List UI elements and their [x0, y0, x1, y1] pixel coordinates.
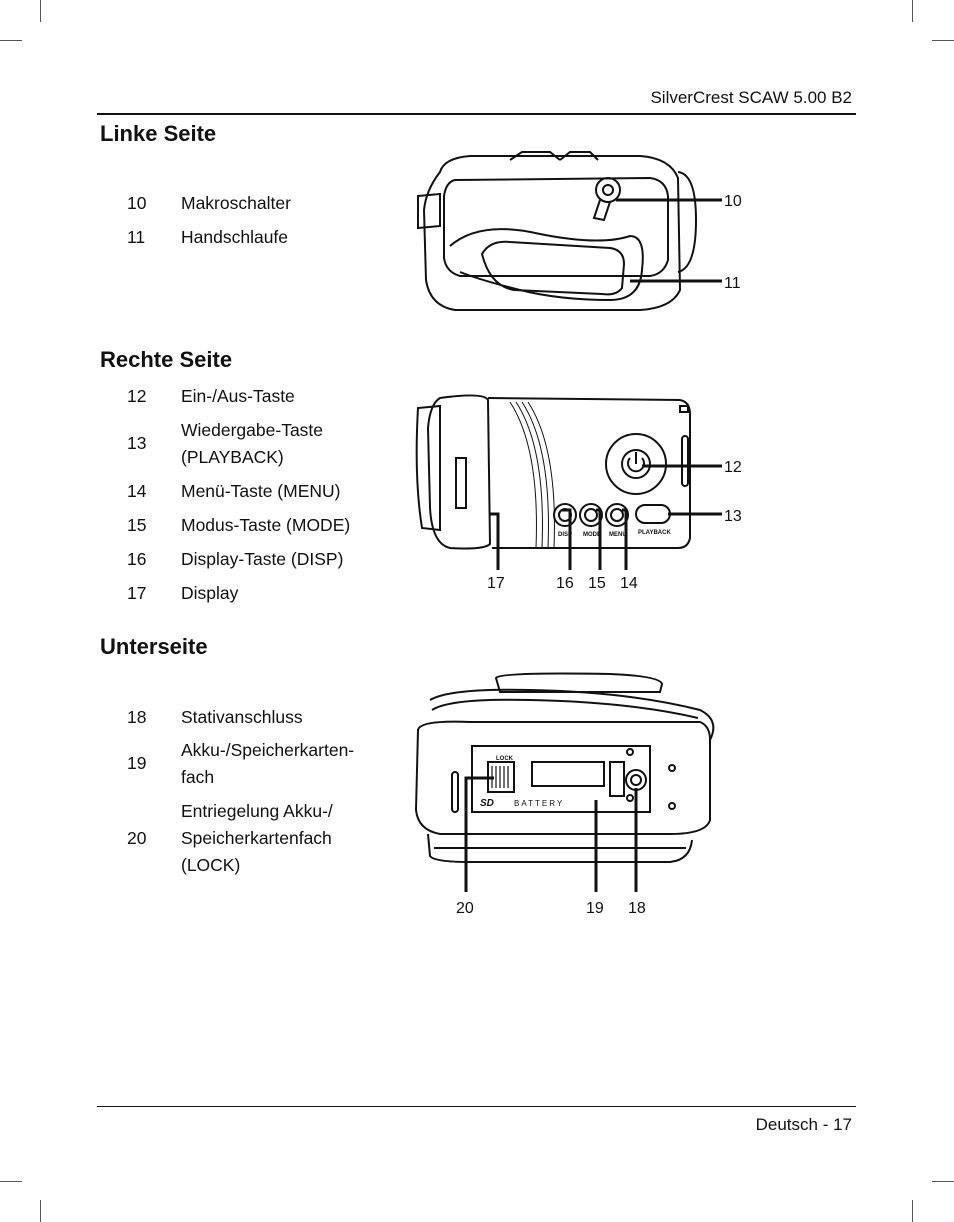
section-heading-rechte-seite: Rechte Seite — [100, 347, 233, 372]
crop-mark — [932, 1181, 954, 1182]
item-number: 15 — [127, 515, 147, 535]
item-label: Menü-Taste (MENU) — [181, 481, 341, 501]
crop-mark — [932, 40, 954, 41]
mode-button-label: MODE — [583, 532, 601, 538]
running-header: SilverCrest SCAW 5.00 B2 — [650, 88, 852, 107]
callout-15: 15 — [588, 575, 606, 592]
camcorder-left-side-figure — [410, 150, 750, 320]
item-number: 11 — [127, 227, 146, 247]
camcorder-right-side-figure — [410, 388, 750, 593]
battery-label: BATTERY — [514, 799, 565, 808]
callout-14: 14 — [620, 575, 638, 592]
item-number: 18 — [127, 707, 147, 727]
page-footer: Deutsch - 17 — [755, 1115, 852, 1134]
callout-12: 12 — [724, 459, 742, 476]
crop-mark — [40, 0, 41, 22]
item-label: Display — [181, 583, 239, 603]
item-label: Ein-/Aus-Taste — [181, 386, 295, 406]
callout-18: 18 — [628, 900, 646, 917]
item-label: Makroschalter — [181, 193, 291, 213]
crop-mark — [912, 1200, 913, 1222]
lock-label: LOCK — [496, 756, 513, 762]
camcorder-underside-figure — [410, 670, 750, 920]
item-number: 16 — [127, 549, 147, 569]
item-label: Stativanschluss — [181, 707, 303, 727]
callout-16: 16 — [556, 575, 574, 592]
crop-mark — [0, 1181, 22, 1182]
item-number: 12 — [127, 386, 147, 406]
item-label: Handschlaufe — [181, 227, 289, 247]
sd-logo: SD — [480, 798, 494, 809]
callout-17: 17 — [487, 575, 505, 592]
item-label: Entriegelung Akku-/ Speicherkartenfach (LOCK) — [181, 801, 333, 875]
crop-mark — [912, 0, 913, 22]
callout-10: 10 — [724, 193, 742, 210]
crop-mark — [0, 40, 22, 41]
item-label: Modus-Taste (MODE) — [181, 515, 351, 535]
item-number: 10 — [127, 193, 147, 213]
footer-rule — [97, 1106, 856, 1107]
item-number: 13 — [127, 433, 147, 453]
playback-button-label: PLAYBACK — [638, 530, 671, 536]
menu-button-label: MENU — [609, 532, 627, 538]
header-rule — [97, 113, 856, 115]
disp-button-label: DISP — [558, 532, 573, 538]
callout-20: 20 — [456, 900, 474, 917]
item-number: 17 — [127, 583, 147, 603]
crop-mark — [40, 1200, 41, 1222]
item-label: Display-Taste (DISP) — [181, 549, 344, 569]
section-heading-unterseite: Unterseite — [100, 634, 208, 659]
item-label: Akku-/Speicherkarten-fach — [181, 740, 355, 787]
section-heading-linke-seite: Linke Seite — [100, 121, 217, 146]
callout-13: 13 — [724, 508, 742, 525]
callout-11: 11 — [724, 275, 741, 292]
item-label: Wiedergabe-Taste (PLAYBACK) — [181, 420, 324, 467]
item-number: 14 — [127, 481, 147, 501]
callout-19: 19 — [586, 900, 604, 917]
item-number: 20 — [127, 828, 147, 848]
item-number: 19 — [127, 753, 147, 773]
